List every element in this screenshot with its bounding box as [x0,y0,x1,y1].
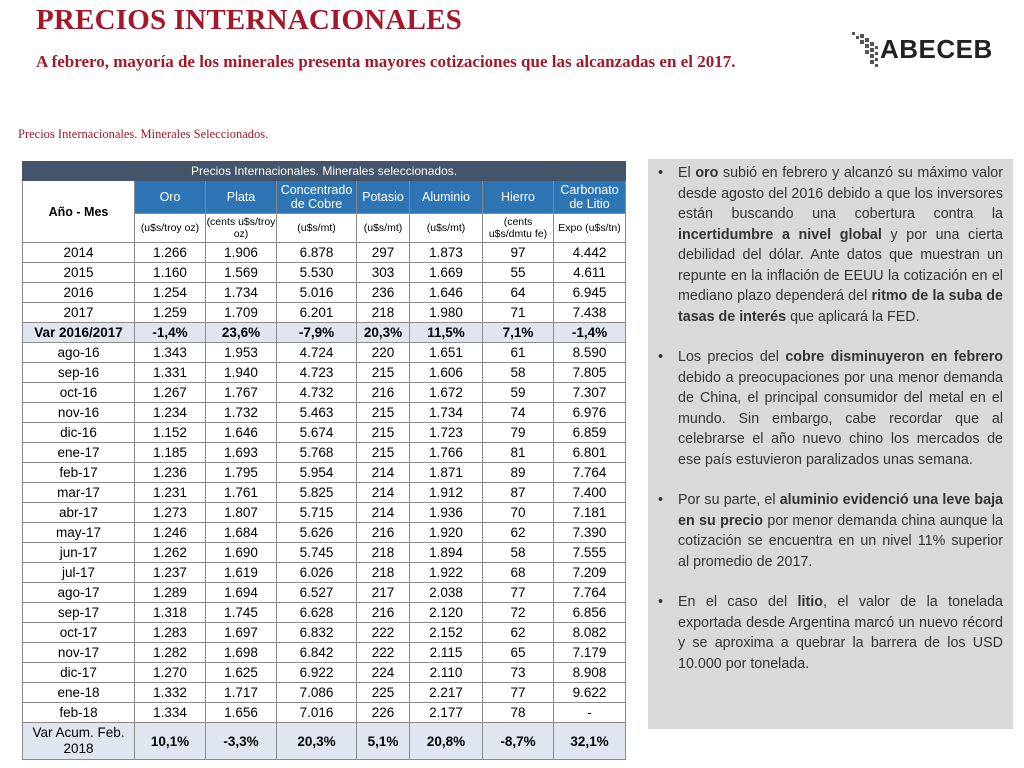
table-cell: 1.723 [410,423,483,443]
table-cell: 7.400 [554,483,626,503]
commentary-text: , el valor de la tonelada exportada desde Argentina marcó un nuevo récord y se aproxima a quebrar la barrera de los USD 10.000 por tonelada. [678,594,1003,672]
row-label: feb-17 [23,463,135,483]
commentary-list [648,163,1013,674]
column-header: Oro [135,181,206,214]
table-cell: 1.698 [206,643,277,663]
unit-header: (cents u$s/dmtu fe) [483,214,554,243]
table-cell: 1.625 [206,663,277,683]
table-cell: 1.569 [206,263,277,283]
table-cell: 6.878 [277,243,357,263]
table-cell: 225 [357,683,410,703]
table-cell: 1.237 [135,563,206,583]
table-row [23,623,626,643]
table-cell: 81 [483,443,554,463]
row-label: ago-16 [23,343,135,363]
table-cell: 1.646 [206,423,277,443]
table-cell: 1.273 [135,503,206,523]
table-cell: 222 [357,643,410,663]
table-cell: 215 [357,403,410,423]
table-cell: 1.734 [206,283,277,303]
table-row [23,423,626,443]
table-cell: 6.628 [277,603,357,623]
table-cell: 1.734 [410,403,483,423]
table-cell: 79 [483,423,554,443]
table-row [23,723,626,760]
commentary-text: subió en febrero y alcanzó su máximo valor desde agosto del 2016 debido a que los inversores están buscando una cobertura contra la [678,165,1004,222]
table-cell: 97 [483,243,554,263]
table-cell: 5.530 [277,263,357,283]
table-cell: 6.945 [554,283,626,303]
table-cell: 1.267 [135,383,206,403]
table-cell: 8.590 [554,343,626,363]
table-row [23,643,626,663]
unit-header: (cents u$s/troy oz) [206,214,277,243]
table-row [23,683,626,703]
table-cell: 58 [483,363,554,383]
table-cell: 1.920 [410,523,483,543]
table-cell: 1.795 [206,463,277,483]
table-cell: 1.980 [410,303,483,323]
table-cell: 5.715 [277,503,357,523]
table-cell: 303 [357,263,410,283]
commentary-text: por menor demanda china aunque la cotización se encuentra en un nivel 11% superior al promedio de 2017. [678,512,1003,570]
table-cell: 7.764 [554,463,626,483]
table-cell: 6.801 [554,443,626,463]
column-header: Aluminio [410,181,483,214]
table-row [23,243,626,263]
commentary-text: Los precios del [678,349,786,365]
table-cell: 1.262 [135,543,206,563]
row-label: mar-17 [23,483,135,503]
table-cell: 5.768 [277,443,357,463]
table-cell: 78 [483,703,554,723]
table-cell: 1.940 [206,363,277,383]
table-cell: 216 [357,523,410,543]
row-label: jul-17 [23,563,135,583]
table-cell: 74 [483,403,554,423]
table-cell: 5.626 [277,523,357,543]
table-cell: 215 [357,363,410,383]
commentary-text: que aplicará la FED. [786,308,920,325]
table-cell: 216 [357,603,410,623]
bullet-icon: • [658,165,664,181]
table-cell: 77 [483,683,554,703]
table-cell: 1.318 [135,603,206,623]
commentary-text: El [678,165,696,181]
row-label: nov-16 [23,403,135,423]
table-cell: 1.343 [135,343,206,363]
table-cell: 6.527 [277,583,357,603]
table-row [23,703,626,723]
table-cell: 87 [483,483,554,503]
table-cell: 1.894 [410,543,483,563]
table-cell: 1.606 [410,363,483,383]
table-row [23,463,626,483]
table-cell: 89 [483,463,554,483]
commentary-item [658,347,1004,470]
table-cell: 1.697 [206,623,277,643]
table-cell: 1.185 [135,443,206,463]
table-cell: 1.266 [135,243,206,263]
table-row [23,283,626,303]
table-row [23,403,626,423]
table-cell: 4.723 [277,363,357,383]
table-cell: 32,1% [554,723,626,760]
table-cell: 1.619 [206,563,277,583]
table-cell: 1.684 [206,523,277,543]
table-cell: 1.334 [135,703,206,723]
row-label: dic-16 [23,423,135,443]
table-cell: 1.807 [206,503,277,523]
table-cell: 5.745 [277,543,357,563]
commentary-text: debido a preocupaciones por una menor demanda de China, el principal consumidor del metal en el mundo. Sin embargo, cabe recordar que al celebrarse el año nuevo chino los mercados de ese país estuvieron paralizados unas semana. [678,369,1003,468]
table-cell: -7,9% [277,323,357,343]
row-label: ene-18 [23,683,135,703]
table-body [23,243,626,760]
table-cell: 2.177 [410,703,483,723]
column-header: Potasio [357,181,410,214]
row-label: oct-16 [23,383,135,403]
column-header-row [23,181,626,214]
table-cell: 1.656 [206,703,277,723]
table-cell: 9.622 [554,683,626,703]
table-cell: 1.152 [135,423,206,443]
table-row [23,523,626,543]
unit-header: (u$s/mt) [357,214,410,243]
table-row [23,663,626,683]
table-cell: 1.270 [135,663,206,683]
bullet-icon: • [658,594,664,610]
table-cell: 1.766 [410,443,483,463]
logo-text: ABECEB [880,34,993,64]
table-cell: 4.442 [554,243,626,263]
table-cell: 1.767 [206,383,277,403]
row-label: sep-16 [23,363,135,383]
column-header: Hierro [483,181,554,214]
table-cell: 7.086 [277,683,357,703]
row-label: dic-17 [23,663,135,683]
table-cell: 7.555 [554,543,626,563]
table-row [23,563,626,583]
table-cell: 6.201 [277,303,357,323]
row-label: jun-17 [23,543,135,563]
commentary-panel [648,159,1013,729]
table-cell: 4.611 [554,263,626,283]
table-cell: 1.283 [135,623,206,643]
table-cell: 5.674 [277,423,357,443]
table-caption-text: Precios Internacionales. Minerales Seleccionados. [18,127,269,141]
row-label: sep-17 [23,603,135,623]
table-cell: 7.179 [554,643,626,663]
table-row [23,343,626,363]
table-cell: 1.717 [206,683,277,703]
table-cell: 1.231 [135,483,206,503]
table-title: Precios Internacionales. Minerales seleccionados. [23,162,626,181]
table-cell: 2.110 [410,663,483,683]
table-cell: - [554,703,626,723]
table-row [23,263,626,283]
page-title: PRECIOS INTERNACIONALES [36,4,462,36]
table-cell: 1.672 [410,383,483,403]
table-cell: 20,3% [357,323,410,343]
table-cell: 218 [357,543,410,563]
table-cell: 7.209 [554,563,626,583]
table-row [23,603,626,623]
table-cell: 20,8% [410,723,483,760]
table-cell: 1.745 [206,603,277,623]
table-row [23,583,626,603]
table-cell: 72 [483,603,554,623]
column-header: Concentrado de Cobre [277,181,357,214]
bullet-icon: • [658,492,664,508]
table-cell: 55 [483,263,554,283]
table-cell: 236 [357,283,410,303]
table-cell: 64 [483,283,554,303]
row-label: 2016 [23,283,135,303]
table-cell: 1.254 [135,283,206,303]
table-cell: 218 [357,563,410,583]
table-row [23,443,626,463]
row-label: Var 2016/2017 [23,323,135,343]
table-cell: 59 [483,383,554,403]
table-cell: 2.120 [410,603,483,623]
column-header: Plata [206,181,277,214]
emphasis-text: cobre disminuyeron en febrero [785,349,1004,365]
table-cell: 10,1% [135,723,206,760]
table-cell: 1.761 [206,483,277,503]
row-label: Var Acum. Feb. 2018 [23,723,135,760]
table-cell: 214 [357,503,410,523]
table-cell: -3,3% [206,723,277,760]
table-cell: 68 [483,563,554,583]
table-cell: 65 [483,643,554,663]
table-cell: -1,4% [135,323,206,343]
table-cell: 6.859 [554,423,626,443]
table-cell: 8.908 [554,663,626,683]
table-cell: 216 [357,383,410,403]
table-cell: 1.936 [410,503,483,523]
table-row [23,303,626,323]
table-cell: 5.463 [277,403,357,423]
table-cell: 2.217 [410,683,483,703]
table-cell: 1.693 [206,443,277,463]
table-cell: 215 [357,443,410,463]
table-cell: 1.871 [410,463,483,483]
table-cell: 1.236 [135,463,206,483]
table-cell: 214 [357,463,410,483]
table-cell: 6.922 [277,663,357,683]
table-cell: 6.856 [554,603,626,623]
prices-table-container [22,161,625,760]
table-cell: 7.438 [554,303,626,323]
table-cell: 1.160 [135,263,206,283]
commentary-text: y por una cierta debilidad del dólar. Ante datos que muestran un repunte en la inflación de EEUU la cotización en el mediano plazo dependerá del [678,226,1004,304]
commentary-text: Por su parte, el [678,492,780,508]
table-cell: 5.825 [277,483,357,503]
table-row [23,323,626,343]
emphasis-text: incertidumbre a nivel global [678,226,882,243]
table-cell: 6.832 [277,623,357,643]
table-cell: 1.651 [410,343,483,363]
table-cell: 7.307 [554,383,626,403]
row-label: may-17 [23,523,135,543]
table-cell: 297 [357,243,410,263]
table-cell: 70 [483,503,554,523]
table-cell: 215 [357,423,410,443]
bullet-icon: • [658,349,664,365]
commentary-item [658,592,1003,674]
table-cell: 5.954 [277,463,357,483]
table-cell: 1.922 [410,563,483,583]
table-cell: 1.332 [135,683,206,703]
table-cell: 7.805 [554,363,626,383]
table-cell: 11,5% [410,323,483,343]
page-subtitle: A febrero, mayoría de los minerales presenta mayores cotizaciones que las alcanzadas en el 2017. [36,52,736,71]
table-cell: 7.181 [554,503,626,523]
table-cell: 6.842 [277,643,357,663]
table-cell: 4.724 [277,343,357,363]
table-cell: 2.115 [410,643,483,663]
table-cell: 8.082 [554,623,626,643]
table-row [23,363,626,383]
emphasis-text: ritmo de la suba de tasas de interés [678,288,1003,325]
table-cell: 1.690 [206,543,277,563]
row-label: 2014 [23,243,135,263]
unit-header: (u$s/mt) [410,214,483,243]
table-row [23,383,626,403]
table-cell: 220 [357,343,410,363]
commentary-item [658,490,1003,572]
table-cell: 20,3% [277,723,357,760]
commentary-text: En el caso del [678,594,798,610]
unit-header: (u$s/troy oz) [135,214,206,243]
table-cell: 7.764 [554,583,626,603]
table-row [23,543,626,563]
table-cell: 1.709 [206,303,277,323]
table-cell: 7.016 [277,703,357,723]
column-header: Carbonato de Litio [554,181,626,214]
table-cell: 214 [357,483,410,503]
table-cell: 222 [357,623,410,643]
table-cell: 73 [483,663,554,683]
table-cell: 226 [357,703,410,723]
table-cell: 77 [483,583,554,603]
table-cell: 58 [483,543,554,563]
emphasis-text: oro [695,165,719,181]
table-row [23,503,626,523]
table-cell: 7.390 [554,523,626,543]
row-label: 2017 [23,303,135,323]
emphasis-text: aluminio evidenció una leve baja en su precio [678,492,1003,529]
table-cell: 2.038 [410,583,483,603]
table-cell: 62 [483,623,554,643]
table-cell: 7,1% [483,323,554,343]
table-title-row [23,162,626,181]
table-cell: 1.912 [410,483,483,503]
table-cell: 224 [357,663,410,683]
table-cell: 1.246 [135,523,206,543]
table-cell: 218 [357,303,410,323]
table-cell: 71 [483,303,554,323]
table-cell: 1.282 [135,643,206,663]
row-label: 2015 [23,263,135,283]
row-label: ene-17 [23,443,135,463]
emphasis-text: litio [797,594,823,610]
unit-header: (u$s/mt) [277,214,357,243]
table-cell: 61 [483,343,554,363]
table-cell: 1.953 [206,343,277,363]
table-cell: 23,6% [206,323,277,343]
table-cell: 1.289 [135,583,206,603]
table-row [23,483,626,503]
table-cell: 1.873 [410,243,483,263]
table-cell: 6.976 [554,403,626,423]
table-cell: 1.331 [135,363,206,383]
commentary-item [658,163,1004,327]
table-cell: 1.732 [206,403,277,423]
table-cell: 1.259 [135,303,206,323]
table-cell: 1.234 [135,403,206,423]
row-label: feb-18 [23,703,135,723]
table-cell: -8,7% [483,723,554,760]
unit-header: Expo (u$s/tn) [554,214,626,243]
table-cell: 217 [357,583,410,603]
table-cell: -1,4% [554,323,626,343]
row-label: oct-17 [23,623,135,643]
table-cell: 5,1% [357,723,410,760]
table-cell: 1.669 [410,263,483,283]
row-label: nov-17 [23,643,135,663]
row-label: abr-17 [23,503,135,523]
row-header: Año - Mes [23,181,135,243]
table-cell: 1.646 [410,283,483,303]
table-cell: 4.732 [277,383,357,403]
table-cell: 1.906 [206,243,277,263]
table-cell: 2.152 [410,623,483,643]
table-cell: 5.016 [277,283,357,303]
table-cell: 62 [483,523,554,543]
prices-table [22,161,626,760]
table-cell: 1.694 [206,583,277,603]
table-cell: 6.026 [277,563,357,583]
row-label: ago-17 [23,583,135,603]
